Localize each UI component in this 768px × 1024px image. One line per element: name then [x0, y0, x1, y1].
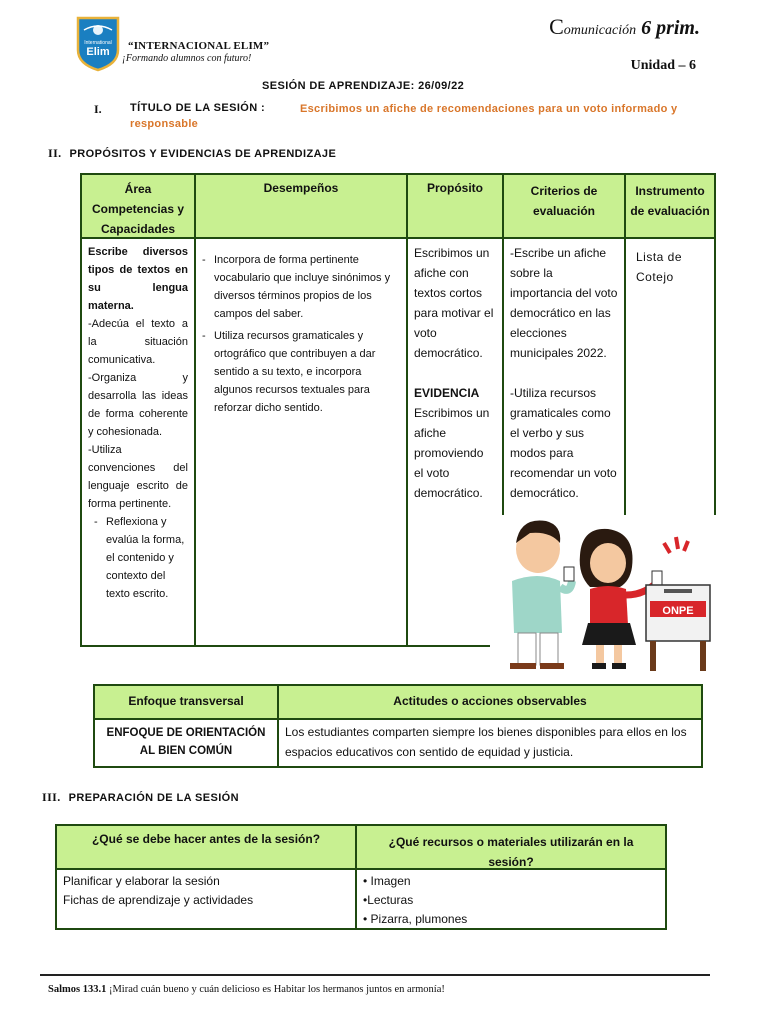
voting-illustration	[490, 515, 722, 675]
section-1-number: I.	[94, 102, 102, 116]
section-2-heading	[48, 146, 336, 161]
session-date: SESIÓN DE APRENDIZAJE: 26/09/22	[262, 80, 465, 92]
area-line-2: -Adecúa el texto a la situación comunicativa.	[88, 318, 188, 366]
instrumento-text: Lista de Cotejo	[636, 250, 683, 284]
grade-label: 6 prim.	[641, 17, 700, 39]
desempeno-1: - Incorpora de forma pertinente vocabulario que incluye sinónimos y diversos términos propios de los campos del saber.	[202, 251, 400, 323]
header-criterios: Criterios de evaluación	[502, 173, 626, 239]
header-recursos: ¿Qué recursos o materiales utilizarán en la sesión?	[355, 824, 667, 870]
header-antes: ¿Qué se debe hacer antes de la sesión?	[55, 824, 357, 870]
header-instrumento: Instrumento de evaluación	[624, 173, 716, 239]
logo-text-main: Elim	[86, 46, 110, 58]
section-2-title: PROPÓSITOS Y EVIDENCIAS DE APRENDIZAJE	[69, 148, 337, 160]
criterio-1: -Escribe un afiche sobre la importancia del voto democrático en las elecciones municipales 2022.	[510, 246, 618, 360]
school-motto: ¡Formando alumnos con futuro!	[122, 53, 252, 64]
footer-verse	[48, 984, 445, 995]
header-desempenos: Desempeños	[194, 173, 408, 239]
section-3-heading	[42, 790, 239, 805]
antes-cell	[55, 868, 357, 930]
evidencia-label: EVIDENCIA	[414, 386, 480, 400]
recursos-cell	[355, 868, 667, 930]
proposito-text: Escribimos un afiche con textos cortos para motivar el voto democrático.	[414, 246, 494, 360]
school-name: “INTERNACIONAL ELIM”	[128, 40, 270, 52]
area-bullet: - Reflexiona y evalúa la forma, el contenido y contexto del texto escrito.	[94, 513, 188, 603]
recurso-item-1: • Imagen	[363, 874, 411, 888]
section-3-number: III.	[42, 790, 61, 804]
section-1-label: TÍTULO DE LA SESIÓN :	[130, 102, 266, 114]
subject-rest: omunicación	[563, 23, 637, 38]
subject-initial: C	[549, 14, 564, 39]
recurso-item-3: • Pizarra, plumones	[363, 912, 468, 926]
desempeno-2: - Utiliza recursos gramaticales y ortográfico que contribuyen a dar sentido a su texto, e incorpora algunos recursos textuales para reforzar dicho sentido.	[202, 327, 400, 417]
session-title: Escribimos un afiche de recomendaciones para un voto informado y responsable	[130, 103, 678, 130]
enfoque-actitudes: Los estudiantes comparten siempre los bienes disponibles para ellos en los espacios educativos con sentido de equidad y justicia.	[277, 718, 703, 768]
section-3-title: PREPARACIÓN DE LA SESIÓN	[68, 792, 239, 804]
school-logo	[74, 16, 122, 72]
footer-ref: Salmos 133.1	[48, 984, 107, 995]
desempenos-cell	[194, 237, 408, 647]
footer-text: ¡Mirad cuán bueno y cuán delicioso es Habitar los hermanos juntos en armonía!	[108, 984, 445, 995]
footer-divider	[40, 974, 710, 976]
evidencia-text: Escribimos un afiche promoviendo el voto democrático.	[414, 406, 490, 500]
unit-text: Unidad –	[630, 58, 686, 73]
header-enfoque: Enfoque transversal	[93, 684, 279, 720]
header-actitudes: Actitudes o acciones observables	[277, 684, 703, 720]
area-cell	[80, 237, 196, 647]
header-proposito: Propósito	[406, 173, 504, 239]
antes-item-2: Fichas de aprendizaje y actividades	[63, 893, 254, 907]
area-line-3: -Organiza y desarrolla las ideas de forma coherente y cohesionada.	[88, 372, 188, 438]
area-line-4: -Utiliza convenciones del lenguaje escrito de forma pertinente.	[88, 444, 188, 510]
antes-item-1: Planificar y elaborar la sesión	[63, 874, 220, 888]
preparation-table	[55, 824, 667, 930]
ballot-box-label: ONPE	[662, 605, 694, 617]
area-line-1: Escribe diversos tipos de textos en su lengua materna.	[88, 246, 188, 312]
enfoque-table	[93, 684, 703, 768]
unit-label	[631, 58, 696, 74]
subject-title	[549, 14, 700, 40]
header-area: Área Competencias y Capacidades	[80, 173, 196, 239]
criterio-2: -Utiliza recursos gramaticales como el verbo y sus modos para recomendar un voto democrático.	[510, 386, 617, 500]
enfoque-name: ENFOQUE DE ORIENTACIÓN AL BIEN COMÚN	[93, 718, 279, 768]
unit-number: 6	[689, 58, 696, 73]
recurso-item-2: •Lecturas	[363, 893, 414, 907]
section-2-number: II.	[48, 146, 62, 160]
logo-text-top: International	[84, 40, 112, 46]
